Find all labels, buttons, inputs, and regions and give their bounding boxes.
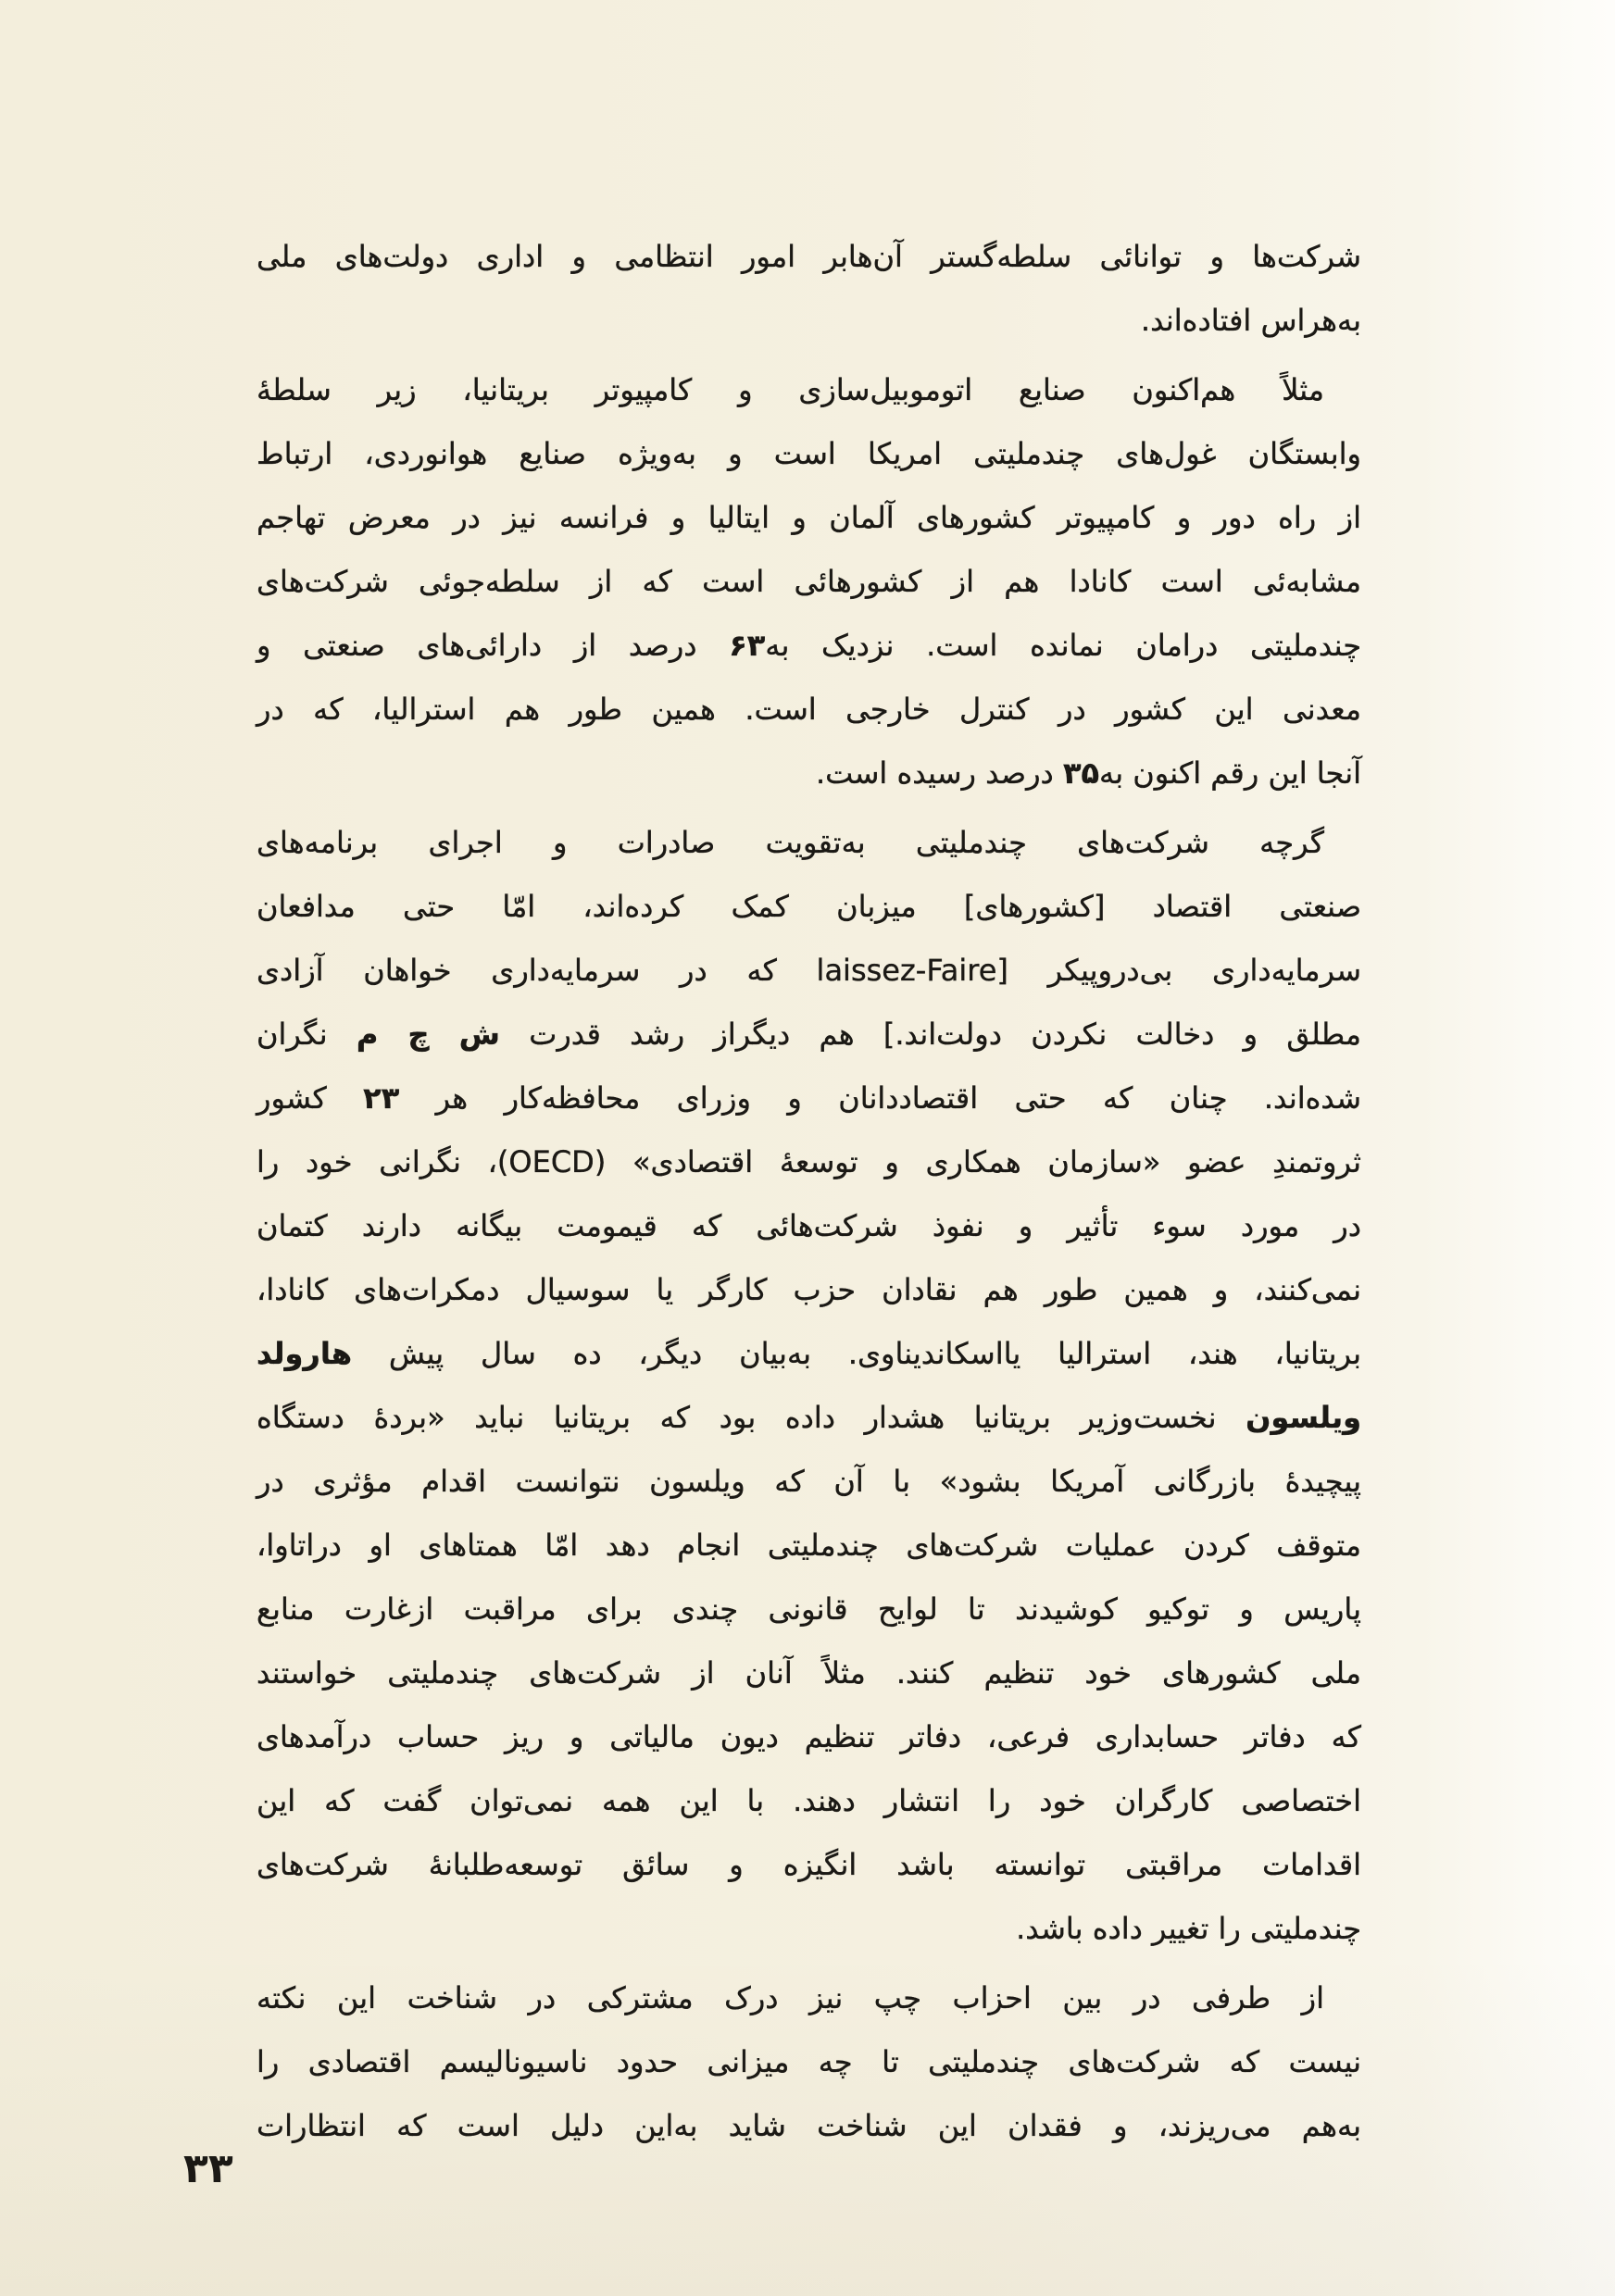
text-line: ثروتمندِ عضو «سازمان همکاری و توسعهٔ اقتصادی» (OECD)، نگرانی خود را	[257, 1144, 1362, 1179]
text-line: به‌هراس افتاده‌اند.	[1140, 303, 1361, 338]
text-line: وابستگان غول‌های چندملیتی امریکا است و به‌ویژه صنایع هوانوردی، ارتباط	[257, 436, 1361, 471]
text-line	[257, 1386, 1361, 1450]
text-segment: درصد از دارائی‌های صنعتی و	[257, 628, 730, 663]
text-line: از راه دور و کامپیوتر کشورهای آلمان و ایتالیا و فرانسه نیز در معرض تهاجم	[257, 500, 1361, 535]
text-line: صنعتی اقتصاد [کشورهای] میزبان کمک کرده‌اند، امّا حتی مدافعان	[257, 889, 1361, 924]
text-line: متوقف کردن عملیات شرکت‌های چندملیتی انجام دهد امّا همتاهای او دراتاوا،	[257, 1528, 1361, 1563]
text-line: اختصاصی کارگران خود را انتشار دهند. با این همه نمی‌توان گفت که این	[257, 1783, 1361, 1818]
text-line: گرچه شرکت‌های چندملیتی به‌تقویت صادرات و اجرای برنامه‌های	[257, 825, 1324, 860]
emphasis-name: هارولد	[257, 1336, 353, 1371]
text-line	[257, 1003, 1361, 1067]
text-segment: چندملیتی درامان نمانده است. نزدیک به	[765, 628, 1362, 663]
text-line	[257, 1322, 1361, 1386]
text-segment: درصد رسیده است.	[816, 755, 1063, 791]
text-line: که دفاتر حسابداری فرعی، دفاتر تنظیم دیون مالیاتی و ریز حساب درآمدهای	[257, 1719, 1361, 1754]
text-line: پاریس و توکیو کوشیدند تا لوایح قانونی چندی برای مراقبت ازغارت منابع	[257, 1591, 1361, 1627]
text-segment: مطلق و دخالت نکردن دولت‌اند.] هم دیگراز رشد قدرت	[499, 1017, 1362, 1052]
text-line: مشابه‌ئی است کانادا هم از کشورهائی است که از سلطه‌جوئی شرکت‌های	[257, 564, 1361, 599]
text-segment: بریتانیا، هند، استرالیا یااسکاندیناوی. به‌بیان دیگر، ده سال پیش	[352, 1336, 1361, 1371]
text-line: پیچیدهٔ بازرگانی آمریکا بشود» با آن که ویلسون نتوانست اقدام مؤثری در	[257, 1464, 1361, 1499]
paragraph	[257, 225, 1361, 353]
text-segment: نخست‌وزیر بریتانیا هشدار داده بود که بریتانیا نباید «بردهٔ دستگاه	[257, 1400, 1246, 1435]
emphasis-number: ۳۵	[1062, 755, 1100, 791]
text-line: نیست که شرکت‌های چندملیتی تا چه میزانی حدود ناسیونالیسم اقتصادی را	[257, 2044, 1361, 2079]
text-line: از طرفی در بین احزاب چپ نیز درک مشترکی در شناخت این نکته	[257, 1980, 1324, 2015]
text-segment: کشور	[257, 1080, 364, 1116]
text-line	[257, 742, 1361, 805]
emphasis-number: ۶۳	[729, 628, 766, 663]
text-segment: نگران	[257, 1017, 357, 1052]
paragraph	[257, 358, 1361, 805]
paragraph	[257, 811, 1361, 1961]
paragraph	[257, 1966, 1361, 2158]
text-line	[257, 614, 1361, 678]
text-line: اقدامات مراقبتی توانسته باشد انگیزه و سائق توسعه‌طلبانهٔ شرکت‌های	[257, 1847, 1361, 1882]
text-line: چندملیتی را تغییر داده باشد.	[1016, 1911, 1361, 1946]
text-line: مثلاً هم‌اکنون صنایع اتوموبیل‌سازی و کامپیوتر بریتانیا، زیر سلطهٔ	[257, 372, 1324, 407]
emphasis-name: ویلسون	[1246, 1400, 1361, 1435]
text-line: به‌هم می‌ریزند، و فقدان این شناخت شاید به‌این دلیل است که انتظارات	[257, 2108, 1361, 2143]
page-number: ۳۳	[183, 2145, 233, 2192]
text-line: معدنی این کشور در کنترل خارجی است. همین طور هم استرالیا، که در	[257, 692, 1361, 727]
text-line	[257, 1067, 1361, 1130]
body-text	[257, 225, 1361, 2158]
emphasis-abbreviation: ش چ م	[356, 1017, 500, 1052]
text-line: سرمایه‌داری بی‌دروپیکر [laissez-Faire که در سرمایه‌داری خواهان آزادی	[257, 953, 1362, 988]
text-line: در مورد سوء تأثیر و نفوذ شرکت‌هائی که قیمومت بیگانه دارند کتمان	[257, 1208, 1361, 1243]
text-segment: شده‌اند. چنان که حتی اقتصاددانان و وزرای محافظه‌کار هر	[399, 1080, 1362, 1116]
text-line: ملی کشورهای خود تنظیم کنند. مثلاً آنان از شرکت‌های چندملیتی خواستند	[257, 1655, 1361, 1691]
text-segment: آنجا این رقم اکنون به	[1099, 755, 1361, 791]
emphasis-number: ۲۳	[363, 1080, 400, 1116]
text-line: شرکت‌ها و توانائی سلطه‌گستر آن‌هابر امور انتظامی و اداری دولت‌های ملی	[257, 239, 1361, 274]
text-line: نمی‌کنند، و همین طور هم نقادان حزب کارگر یا سوسیال دمکرات‌های کانادا،	[257, 1272, 1361, 1307]
